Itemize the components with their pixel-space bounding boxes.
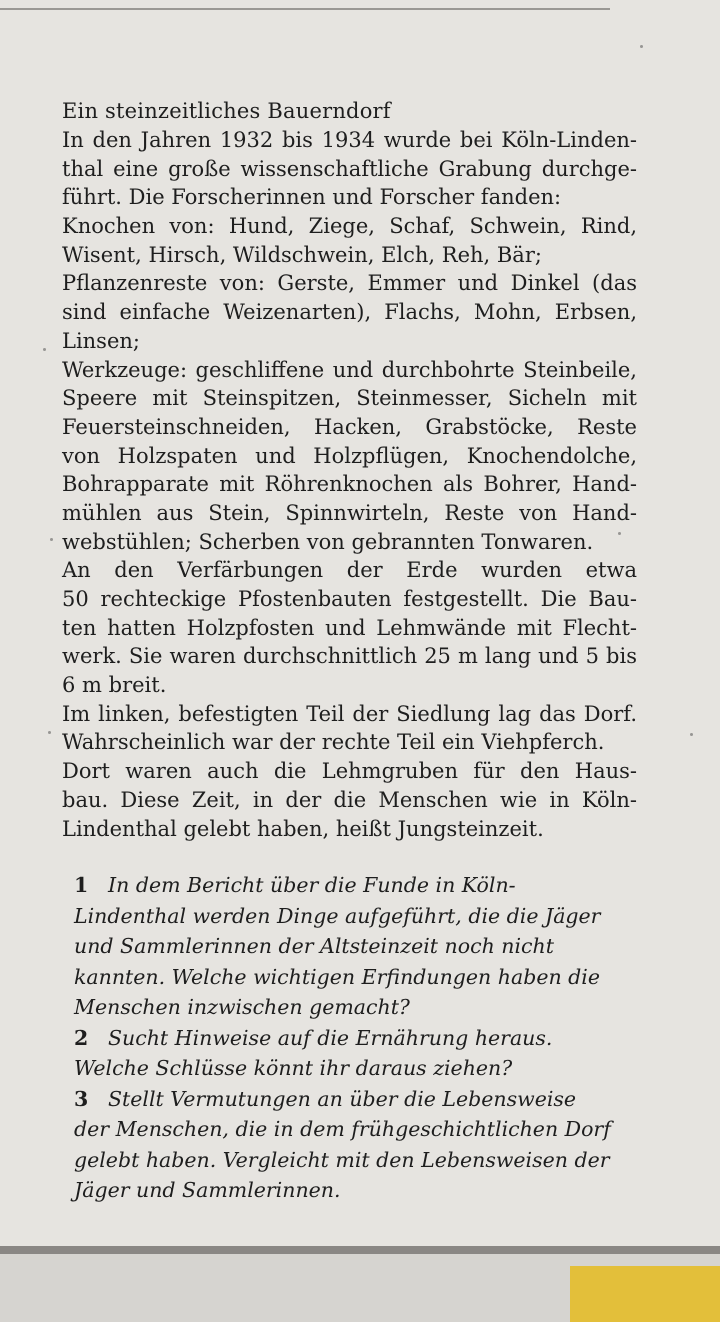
text-line: 6 m breit. bbox=[62, 673, 167, 698]
print-speck bbox=[43, 348, 46, 351]
task-1-line: kannten. Welche wichtigen Erfindungen haben die bbox=[74, 964, 600, 989]
text-line: Linsen; bbox=[62, 328, 140, 353]
print-speck bbox=[48, 731, 51, 734]
text-line: mühlen aus Stein, Spinnwirteln, Reste von Hand- bbox=[62, 500, 637, 525]
text-line: ten hatten Holzpfosten und Lehmwände mit Flecht- bbox=[62, 615, 637, 640]
task-3-line: der Menschen, die in dem frühgeschichtlichen Dorf bbox=[74, 1117, 611, 1141]
page-bottom-edge bbox=[0, 1246, 720, 1322]
text-line: führt. Die Forscherinnen und Forscher fanden: bbox=[62, 185, 562, 210]
task-3-line: Jäger und Sammlerinnen. bbox=[74, 1178, 341, 1202]
text-line: Speere mit Steinspitzen, Steinmesser, Sicheln mit bbox=[62, 386, 637, 411]
text-line: Werkzeuge: geschliffene und durchbohrte Steinbeile, bbox=[62, 357, 637, 382]
text-line: Pflanzenreste von: Gerste, Emmer und Dinkel (das bbox=[62, 271, 637, 296]
task-1-line: Lindenthal werden Dinge aufgeführt, die die Jäger bbox=[74, 903, 601, 928]
text-line: Bohrapparate mit Röhrenknochen als Bohrer, Hand- bbox=[62, 472, 637, 497]
task-2-line: Welche Schlüsse könnt ihr daraus ziehen? bbox=[74, 1056, 513, 1080]
text-line: von Holzspaten und Holzpflügen, Knochendolche, bbox=[62, 443, 637, 468]
print-speck bbox=[640, 45, 643, 48]
task-1-line: Menschen inzwischen gemacht? bbox=[74, 995, 410, 1019]
task-number: 2 bbox=[74, 1025, 89, 1050]
task-text: Sucht Hinweise auf die Ernährung heraus. bbox=[108, 1025, 553, 1050]
task-2-line bbox=[74, 1023, 619, 1054]
task-text: Stellt Vermutungen an über die Lebensweise bbox=[108, 1086, 577, 1111]
task-1-line: und Sammlerinnen der Altsteinzeit noch nicht bbox=[74, 934, 554, 958]
text-line: An den Verfärbungen der Erde wurden etwa bbox=[62, 558, 637, 583]
text-line: Feuersteinschneiden, Hacken, Grabstöcke, Reste bbox=[62, 414, 637, 439]
task-3-line bbox=[74, 1084, 619, 1115]
text-line: sind einfache Weizenarten), Flachs, Mohn, Erbsen, bbox=[62, 300, 637, 325]
task-3-line: gelebt haben. Vergleicht mit den Lebensweisen der bbox=[74, 1147, 610, 1172]
text-line: webstühlen; Scherben von gebrannten Tonwaren. bbox=[62, 529, 594, 554]
print-speck bbox=[618, 532, 621, 535]
text-line: bau. Diese Zeit, in der die Menschen wie in Köln- bbox=[62, 787, 637, 812]
text-line: thal eine große wissenschaftliche Grabung durchge- bbox=[62, 156, 637, 181]
task-1-line bbox=[74, 870, 619, 901]
text-line: Wisent, Hirsch, Wildschwein, Elch, Reh, Bär; bbox=[62, 242, 542, 267]
task-list bbox=[74, 870, 619, 1206]
text-line: Wahrscheinlich war der rechte Teil ein Viehpferch. bbox=[62, 730, 605, 755]
task-number: 1 bbox=[74, 873, 89, 897]
text-line: Im linken, befestigten Teil der Siedlung lag das Dorf. bbox=[62, 701, 637, 726]
text-line: Dort waren auch die Lehmgruben für den Haus- bbox=[62, 759, 637, 784]
yellow-corner bbox=[570, 1266, 720, 1322]
text-line: Lindenthal gelebt haben, heißt Jungsteinzeit. bbox=[62, 816, 544, 841]
page-title: Ein steinzeitliches Bauerndorf bbox=[62, 99, 391, 123]
task-text: In dem Bericht über die Funde in Köln- bbox=[108, 873, 516, 897]
article bbox=[62, 96, 637, 843]
task-number: 3 bbox=[74, 1086, 89, 1111]
print-speck bbox=[50, 538, 53, 541]
page-edge-shadow bbox=[0, 1246, 720, 1254]
text-line: Knochen von: Hund, Ziege, Schaf, Schwein, Rind, bbox=[62, 214, 637, 239]
text-line: werk. Sie waren durchschnittlich 25 m lang und 5 bis bbox=[62, 644, 637, 669]
text-line: 50 rechteckige Pfostenbauten festgestellt. Die Bau- bbox=[62, 587, 637, 611]
text-line: In den Jahren 1932 bis 1934 wurde bei Köln-Linden- bbox=[62, 128, 637, 152]
print-speck bbox=[690, 733, 693, 736]
top-rule bbox=[0, 0, 610, 10]
